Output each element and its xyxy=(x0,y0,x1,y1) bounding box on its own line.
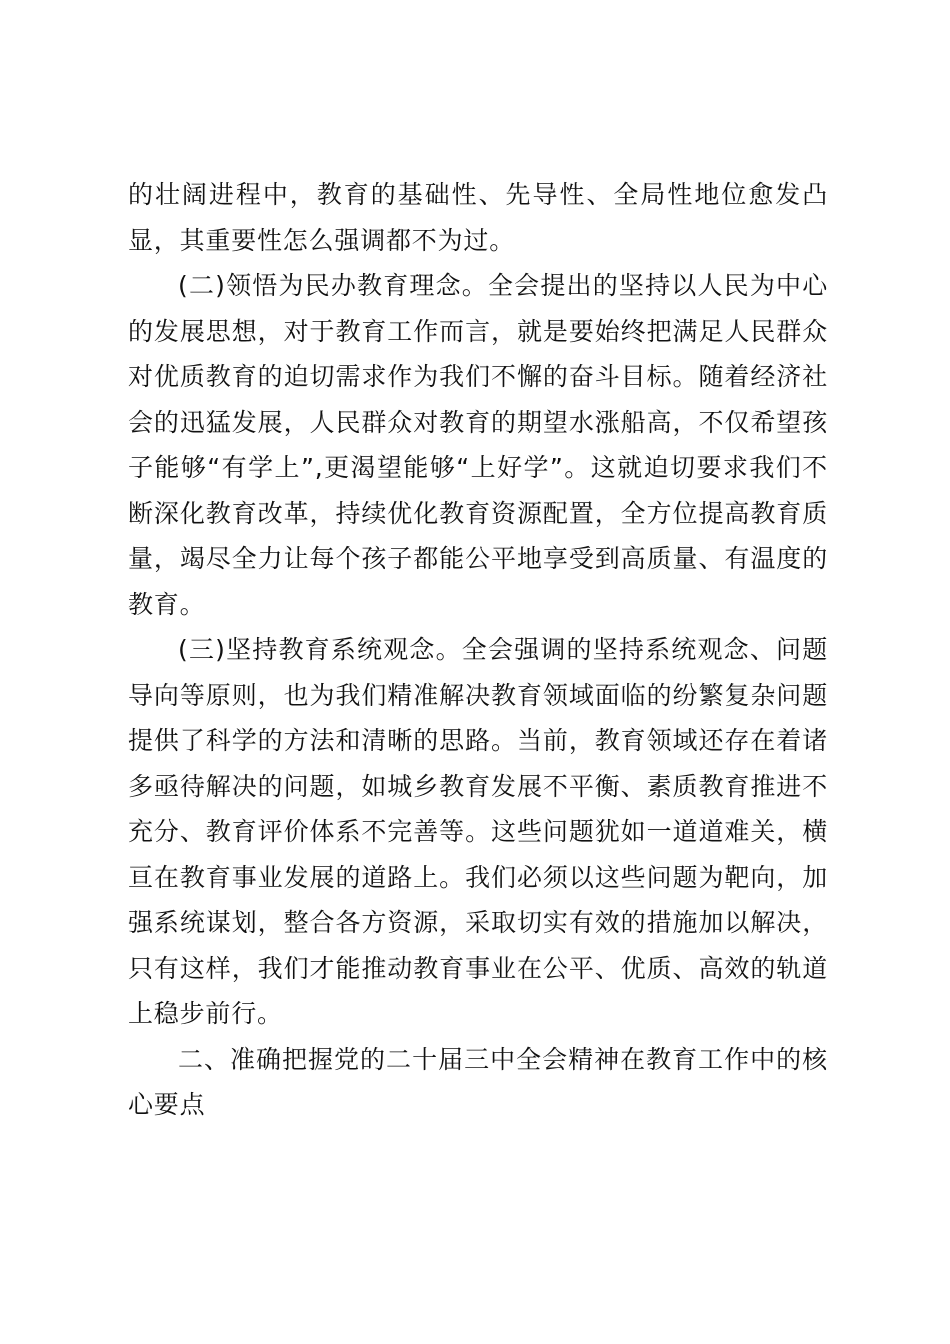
paragraph-continuation: 的壮阔进程中，教育的基础性、先导性、全局性地位愈发凸显，其重要性怎么强调都不为过。 xyxy=(128,180,828,255)
heading-part-2: 二、准确把握党的二十届三中全会精神在教育工作中的核心要点 xyxy=(128,1044,828,1119)
document-body xyxy=(128,172,828,1128)
paragraph-section-3: (三)坚持教育系统观念。全会强调的坚持系统观念、问题导向等原则，也为我们精准解决教育领域面临的纷繁复杂问题提供了科学的方法和清晰的思路。当前，教育领域还存在着诸多亟待解决的问题，如城乡教育发展不平衡、素质教育推进不充分、教育评价体系不完善等。这些问题犹如一道道难关，横亘在教育事业发展的道路上。我们必须以这些问题为靶向，加强系统谋划，整合各方资源，采取切实有效的措施加以解决，只有这样，我们才能推动教育事业在公平、优质、高效的轨道上稳步前行。 xyxy=(128,635,828,1028)
paragraph-section-2: (二)领悟为民办教育理念。全会提出的坚持以人民为中心的发展思想，对于教育工作而言，就是要始终把满足人民群众对优质教育的迫切需求作为我们不懈的奋斗目标。随着经济社会的迅猛发展，人民群众对教育的期望水涨船高，不仅希望孩子能够“有学上”,更渴望能够“上好学”。这就迫切要求我们不断深化教育改革，持续优化教育资源配置，全方位提高教育质量，竭尽全力让每个孩子都能公平地享受到高质量、有温度的教育。 xyxy=(128,271,828,619)
